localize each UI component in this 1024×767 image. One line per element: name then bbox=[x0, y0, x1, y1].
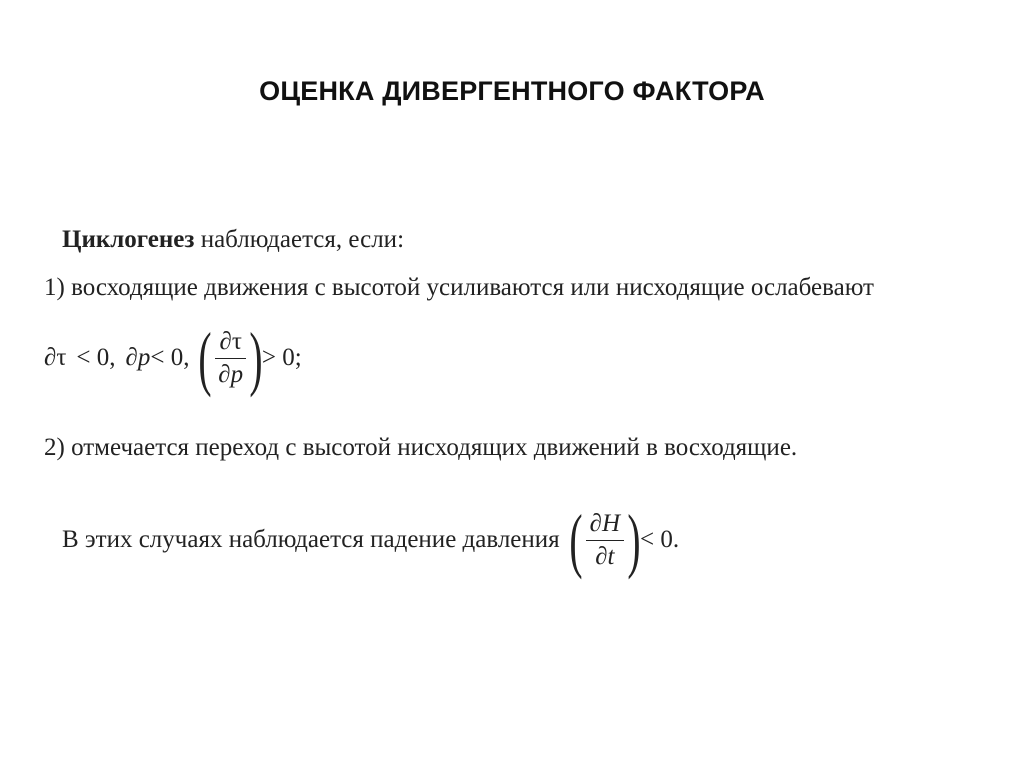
slide-title: ОЦЕНКА ДИВЕРГЕНТНОГО ФАКТОРА bbox=[259, 76, 765, 106]
formula2-fraction bbox=[586, 510, 624, 570]
fraction-numerator: ∂H bbox=[586, 510, 624, 541]
cyclogenesis-heading bbox=[62, 226, 404, 254]
conclusion-text: В этих случаях наблюдается падение давления bbox=[62, 526, 560, 553]
right-paren: ) bbox=[249, 318, 263, 398]
formula1-fraction bbox=[215, 328, 245, 388]
conclusion-line bbox=[62, 500, 680, 580]
heading-rest: наблюдается, если: bbox=[194, 226, 405, 253]
formula1-rel3: > 0; bbox=[261, 344, 302, 371]
formula-1 bbox=[44, 318, 302, 398]
condition-1: 1) восходящие движения с высотой усиливаются или нисходящие ослабевают bbox=[44, 274, 874, 301]
formula2-rel: < 0. bbox=[640, 526, 680, 553]
formula1-rel1: < 0, bbox=[76, 344, 116, 371]
left-paren: ( bbox=[569, 500, 583, 580]
fraction-denominator: ∂t bbox=[595, 542, 615, 570]
formula1-rel2: < 0, bbox=[150, 344, 190, 371]
formula1-term2: ∂p bbox=[125, 344, 151, 371]
condition-2: 2) отмечается переход с высотой нисходящих движений в восходящие. bbox=[44, 434, 798, 461]
fraction-numerator: ∂τ bbox=[215, 328, 245, 359]
heading-bold-term: Циклогенез bbox=[62, 226, 195, 253]
right-paren: ) bbox=[627, 500, 641, 580]
formula1-term1: ∂τ bbox=[44, 344, 67, 371]
left-paren: ( bbox=[198, 318, 213, 398]
fraction-denominator: ∂p bbox=[218, 360, 244, 388]
